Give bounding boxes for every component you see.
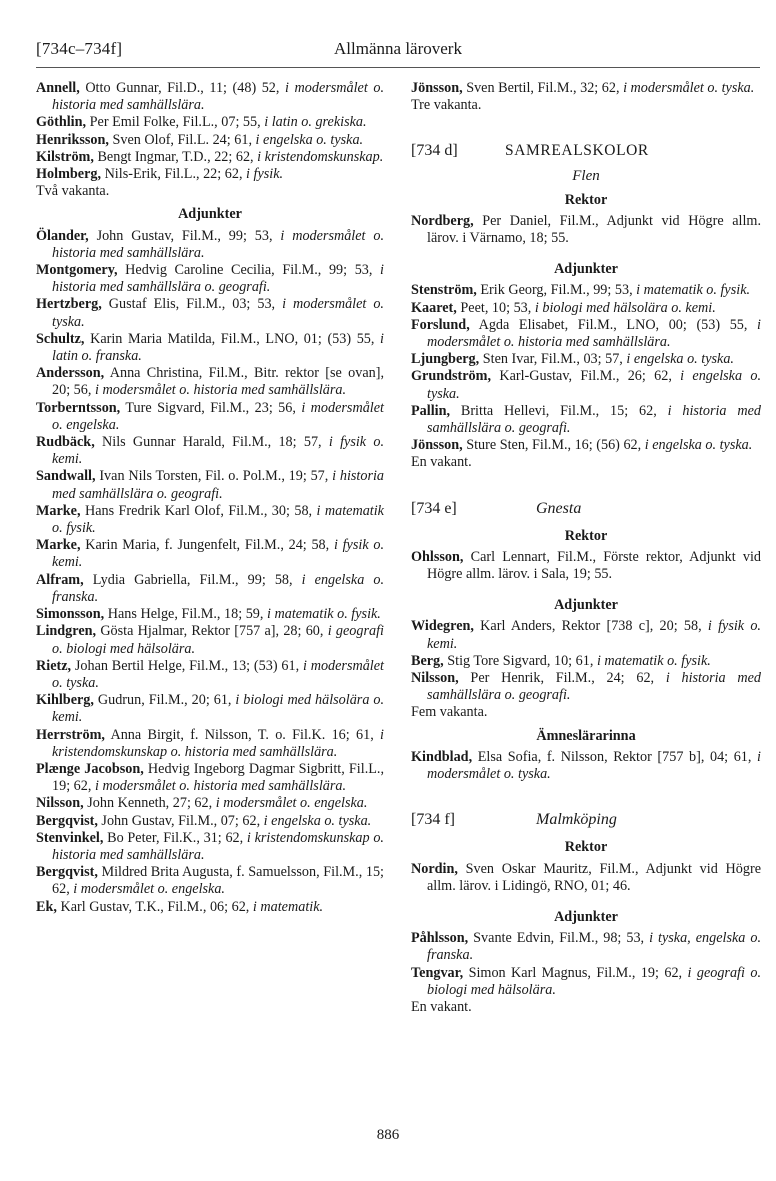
staff-name: Ölander, [36, 227, 89, 244]
staff-details: Per Daniel, Fil.M., Adjunkt vid Högre allm. lärov. i Värnamo, 18; 55. [427, 212, 761, 247]
staff-name: Rudbäck, [36, 434, 95, 451]
staff-entry [36, 830, 384, 864]
staff-details: Gustaf Elis, Fil.M., 03; 53, [101, 296, 283, 313]
section-code-range: [734c–734f] [36, 39, 123, 58]
staff-name: Rietz, [36, 657, 72, 674]
staff-details: Lydia Gabriella, Fil.M., 99; 58, [83, 571, 302, 588]
staff-subjects: i modersmålet o. tyska. [427, 748, 761, 783]
staff-subjects: i kristendomskunskap. [257, 148, 384, 165]
staff-name: Herrström, [36, 726, 105, 743]
staff-entry [411, 282, 761, 299]
staff-subjects: i modersmålet o. tyska. [623, 80, 755, 96]
staff-name: Kilström, [36, 148, 94, 165]
staff-name: Pallin, [411, 402, 451, 419]
staff-details: John Gustav, Fil.M., 07; 62, [97, 812, 264, 829]
staff-name: Bergqvist, [36, 812, 98, 829]
vacancy-note: En vakant. [411, 998, 472, 1015]
staff-entry [36, 864, 384, 898]
staff-name: Schultz, [36, 330, 85, 347]
staff-details: Gösta Hjalmar, Rektor [757 a], 28; 60, [96, 623, 328, 640]
right-top-entries [411, 80, 761, 97]
staff-subjects: i matematik. [252, 898, 324, 915]
section-734e-head [411, 500, 761, 522]
staff-subjects: i fysik o. kemi. [427, 618, 761, 652]
staff-name: Nilsson, [36, 795, 84, 812]
staff-subjects: i engelska o. tyska. [263, 812, 372, 829]
staff-subjects: i historia med samhällslära o. geografi. [427, 670, 761, 704]
staff-subjects: i engelska o. tyska. [626, 351, 734, 368]
section-title: SAMREALSKOLOR [505, 142, 649, 160]
staff-details: Gudrun, Fil.M., 20; 61, [93, 692, 236, 709]
staff-details: Per Emil Folke, Fil.L., 07; 55, [86, 114, 265, 131]
right-column [411, 80, 761, 1016]
staff-entry [36, 228, 384, 262]
section-734f-head [411, 811, 761, 833]
staff-entry [36, 400, 384, 434]
staff-subjects: i geografi o. biologi med hälsolära. [427, 964, 761, 998]
staff-entry [36, 503, 384, 537]
staff-subjects: i latin o. franska. [52, 330, 384, 365]
staff-name: Nordberg, [411, 212, 474, 229]
staff-subjects: i modersmålet o. historia med samhällslära. [94, 382, 347, 399]
staff-details: Karl Gustav, T.K., Fil.M., 06; 62, [56, 898, 253, 915]
staff-subjects: i latin o. grekiska. [264, 114, 367, 131]
place-name: Gnesta [536, 499, 582, 517]
heading-amneslararinna: Ämneslärarinna [536, 727, 636, 744]
amneslararinna-entries [411, 749, 761, 783]
staff-entry [36, 727, 384, 761]
staff-subjects: i matematik o. fysik. [636, 282, 751, 299]
vacancy-note: Två vakanta. [36, 183, 110, 200]
staff-details: Otto Gunnar, Fil.D., 11; (48) 52, [79, 80, 286, 96]
staff-name: Simonsson, [36, 606, 105, 623]
staff-entry [411, 403, 761, 437]
heading-adjunkter: Adjunkter [554, 261, 618, 278]
staff-details: Hedvig Caroline Cecilia, Fil.M., 99; 53, [117, 262, 381, 279]
staff-entry [36, 658, 384, 692]
staff-details: Carl Lennart, Fil.M., Förste rektor, Adjunkt vid Högre allm. lärov. i Sala, 19; 55. [427, 548, 761, 583]
left-adjunkter-entries [36, 228, 384, 916]
staff-details: Sven Olof, Fil.L. 24; 61, [108, 131, 256, 148]
staff-subjects: i modersmålet o. engelska. [215, 795, 368, 812]
staff-subjects: i modersmålet o. engelska. [52, 399, 384, 433]
staff-subjects: i historia med samhällslära o. geografi. [427, 402, 762, 437]
left-column [36, 80, 384, 916]
section-code: [734 d] [411, 142, 458, 160]
staff-subjects: i modersmålet o. historia med samhällslära. [52, 80, 384, 114]
staff-name: Marke, [36, 502, 81, 519]
staff-name: Bergqvist, [36, 864, 98, 881]
staff-name: Nordin, [411, 860, 458, 877]
staff-name: Holmberg, [36, 166, 102, 183]
heading-adjunkter: Adjunkter [554, 908, 618, 925]
place-name: Malmköping [536, 811, 617, 829]
staff-entry [411, 653, 761, 670]
staff-details: Peet, 10; 53, [456, 299, 535, 316]
staff-entry [36, 262, 384, 296]
staff-details: John Gustav, Fil.M., 99; 53, [88, 227, 281, 244]
staff-subjects: i modersmålet o. tyska. [52, 296, 384, 330]
staff-details: Nils-Erik, Fil.L., 22; 62, [101, 166, 247, 183]
staff-entry [411, 368, 761, 402]
page-number: 886 [376, 1127, 400, 1143]
section-code: [734 f] [411, 811, 455, 829]
header-rule [36, 67, 760, 68]
vacancy-note: En vakant. [411, 454, 472, 471]
staff-entry [411, 749, 761, 783]
staff-details: Sven Oskar Mauritz, Fil.M., Adjunkt vid Högre allm. lärov. i Lidingö, RNO, 01; 46. [427, 860, 761, 894]
staff-entry [36, 623, 384, 657]
staff-entry [36, 813, 384, 830]
staff-entry [36, 166, 384, 183]
staff-name: Torberntsson, [36, 399, 121, 416]
staff-subjects: i engelska o. tyska. [427, 368, 761, 402]
staff-name: Sandwall, [36, 468, 96, 485]
staff-name: Nilsson, [411, 670, 459, 687]
staff-details: Karl Anders, Rektor [738 c], 20; 58, [473, 618, 708, 635]
vacancy-note: Tre vakanta. [411, 97, 482, 114]
staff-entry [411, 965, 761, 999]
staff-entry [36, 795, 384, 812]
staff-name: Ohlsson, [411, 548, 464, 565]
staff-subjects: i modersmålet o. historia med samhällslära. [427, 316, 761, 351]
running-header [36, 40, 760, 66]
staff-name: Ek, [36, 898, 57, 915]
staff-name: Alfram, [36, 571, 84, 588]
staff-entry [36, 296, 384, 330]
staff-entry [411, 618, 761, 652]
vacancy-note: Fem vakanta. [411, 704, 488, 721]
staff-name: Henriksson, [36, 131, 109, 148]
heading-adjunkter: Adjunkter [178, 206, 242, 223]
staff-subjects: i matematik o. fysik. [52, 502, 384, 537]
staff-entry [411, 930, 761, 964]
staff-details: Mildred Brita Augusta, f. Samuelsson, Fil.M., 15; 62, [52, 864, 384, 898]
staff-entry [36, 468, 384, 502]
staff-name: Jönsson, [411, 437, 463, 454]
staff-entry [411, 300, 761, 317]
staff-subjects: i fysik o. kemi. [52, 434, 384, 468]
page-title: Allmänna läroverk [334, 39, 462, 58]
staff-subjects: i modersmålet o. historia med samhällslära. [94, 778, 347, 795]
staff-entry [411, 213, 761, 247]
staff-details: Hans Helge, Fil.M., 18; 59, [104, 606, 267, 623]
staff-name: Kaaret, [411, 299, 457, 316]
staff-name: Påhlsson, [411, 930, 469, 947]
heading-adjunkter: Adjunkter [554, 597, 618, 614]
staff-name: Annell, [36, 80, 80, 96]
staff-details: Simon Karl Magnus, Fil.M., 19; 62, [463, 964, 688, 981]
staff-subjects: i matematik o. fysik. [266, 606, 381, 623]
staff-details: Karin Maria, f. Jungenfelt, Fil.M., 24; 58, [80, 537, 334, 554]
adjunkter-entries [411, 282, 761, 454]
staff-entry [36, 537, 384, 571]
staff-name: Plænge Jacobson, [36, 760, 144, 777]
staff-name: Stenström, [411, 282, 477, 299]
staff-subjects: i engelska o. franska. [52, 571, 385, 605]
staff-subjects: i matematik o. fysik. [596, 652, 711, 669]
staff-subjects: i engelska o. tyska. [255, 131, 364, 148]
staff-details: Svante Edvin, Fil.M., 98; 53, [468, 930, 650, 947]
staff-subjects: i kristendomskunskap o. historia med samhällslära. [52, 829, 384, 863]
staff-details: Karin Maria Matilda, Fil.M., LNO, 01; (53) 55, [84, 330, 381, 347]
staff-name: Ljungberg, [411, 351, 480, 368]
staff-name: Andersson, [36, 365, 105, 382]
staff-entry [411, 317, 761, 351]
staff-subjects: i modersmålet o. tyska. [52, 657, 384, 691]
staff-entry [411, 670, 761, 704]
staff-entry [36, 606, 384, 623]
staff-details: Bengt Ingmar, T.D., 22; 62, [93, 148, 258, 165]
staff-subjects: i geografi o. biologi med hälsolära. [52, 623, 384, 657]
staff-entry [411, 351, 761, 368]
staff-entry [36, 761, 384, 795]
staff-subjects: i engelska o. tyska. [644, 437, 753, 454]
staff-name: Grundström, [411, 368, 492, 385]
staff-details: Hedvig Ingeborg Dagmar Sigbritt, Fil.L., 19; 62, [52, 760, 384, 795]
section-code: [734 e] [411, 499, 457, 517]
staff-name: Jönsson, [411, 80, 463, 96]
rektor-entries [411, 861, 761, 895]
staff-details: Sven Bertil, Fil.M., 32; 62, [462, 80, 624, 96]
staff-details: Johan Bertil Helge, Fil.M., 13; (53) 61, [71, 657, 303, 674]
staff-details: Nils Gunnar Harald, Fil.M., 18; 57, [94, 434, 329, 451]
staff-entry [36, 365, 384, 399]
staff-entry [36, 149, 384, 166]
staff-details: Anna Birgit, f. Nilsson, T. o. Fil.K. 16; 61, [104, 726, 381, 743]
staff-name: Tengvar, [411, 964, 464, 981]
adjunkter-entries [411, 618, 761, 704]
staff-details: Britta Hellevi, Fil.M., 15; 62, [450, 402, 668, 419]
staff-name: Berg, [411, 652, 444, 669]
staff-details: Karl-Gustav, Fil.M., 26; 62, [491, 368, 681, 385]
staff-details: John Kenneth, 27; 62, [83, 795, 216, 812]
staff-name: Lindgren, [36, 623, 97, 640]
staff-subjects: i fysik o. kemi. [52, 537, 384, 571]
staff-entry [36, 899, 384, 916]
left-top-entries [36, 80, 384, 183]
staff-details: Hans Fredrik Karl Olof, Fil.M., 30; 58, [80, 502, 317, 519]
staff-entry [36, 434, 384, 468]
heading-rektor: Rektor [564, 527, 608, 544]
staff-details: Erik Georg, Fil.M., 99; 53, [476, 282, 637, 299]
staff-name: Stenvinkel, [36, 829, 104, 846]
staff-entry [36, 114, 384, 131]
staff-name: Kihlberg, [36, 692, 94, 709]
staff-name: Forslund, [411, 316, 470, 333]
rektor-entries [411, 213, 761, 247]
staff-subjects: i biologi med hälsolära o. kemi. [52, 692, 384, 726]
staff-subjects: i kristendomskunskap o. historia med samhällslära. [52, 726, 384, 760]
staff-details: Elsa Sofia, f. Nilsson, Rektor [757 b], 04; 61, [472, 748, 758, 765]
staff-subjects: i historia med samhällslära o. geografi. [52, 468, 385, 502]
staff-details: Bo Peter, Fil.K., 31; 62, [103, 829, 247, 846]
staff-details: Anna Christina, Fil.M., Bitr. rektor [se ovan], 20; 56, [52, 365, 384, 399]
staff-subjects: i tyska, engelska o. franska. [427, 930, 761, 964]
adjunkter-entries [411, 930, 761, 999]
staff-details: Ture Sigvard, Fil.M., 23; 56, [120, 399, 302, 416]
staff-entry [411, 80, 761, 97]
staff-subjects: i modersmålet o. engelska. [73, 881, 225, 898]
staff-entry [36, 572, 384, 606]
staff-details: Agda Elisabet, Fil.M., LNO, 00; (53) 55, [469, 316, 758, 333]
staff-entry [36, 132, 384, 149]
staff-details: Sture Sten, Fil.M., 16; (56) 62, [462, 437, 645, 454]
staff-entry [36, 80, 384, 114]
staff-entry [411, 549, 761, 583]
staff-subjects: i historia med samhällslära o. geografi. [52, 262, 384, 296]
staff-details: Sten Ivar, Fil.M., 03; 57, [479, 351, 627, 368]
rektor-entries [411, 549, 761, 583]
heading-rektor: Rektor [564, 191, 608, 208]
staff-entry [411, 861, 761, 895]
staff-name: Kindblad, [411, 748, 473, 765]
staff-subjects: i fysik. [246, 166, 284, 183]
staff-details: Stig Tore Sigvard, 10; 61, [443, 652, 597, 669]
staff-subjects: i biologi med hälsolära o. kemi. [534, 299, 716, 316]
staff-name: Marke, [36, 537, 81, 554]
staff-entry [411, 437, 761, 454]
place-name: Flen [572, 168, 600, 185]
staff-details: Per Henrik, Fil.M., 24; 62, [458, 670, 666, 687]
staff-name: Göthlin, [36, 114, 87, 131]
staff-name: Hertzberg, [36, 296, 102, 313]
staff-name: Widegren, [411, 618, 474, 635]
staff-entry [36, 331, 384, 365]
staff-subjects: i modersmålet o. historia med samhällslära. [52, 227, 384, 261]
staff-entry [36, 692, 384, 726]
staff-details: Ivan Nils Torsten, Fil. o. Pol.M., 19; 57, [95, 468, 333, 485]
staff-name: Montgomery, [36, 262, 118, 279]
section-734d-head [411, 142, 761, 164]
heading-rektor: Rektor [564, 839, 608, 856]
